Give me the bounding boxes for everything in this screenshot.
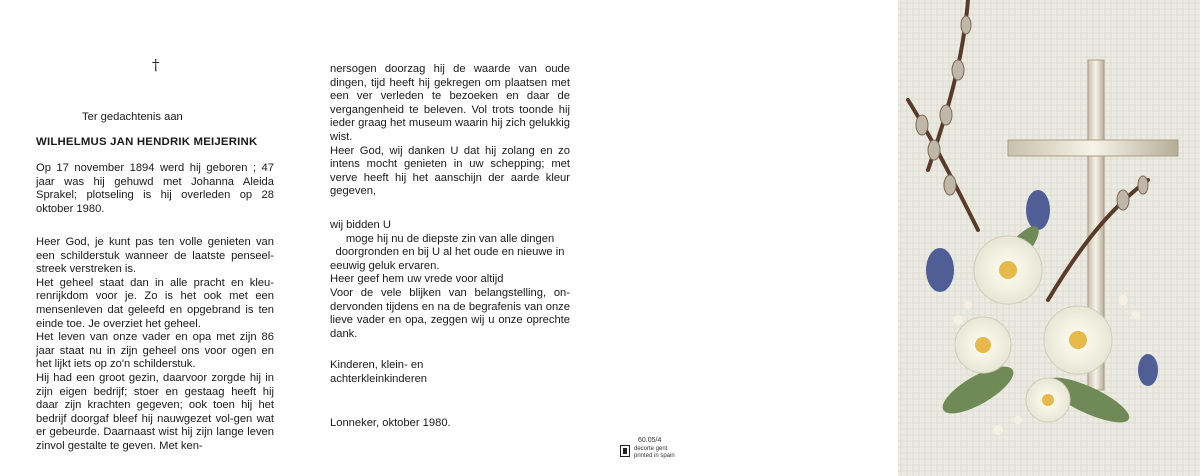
poem-paragraph: Heer God, wij danken U dat hij zolang en zo intens mocht genieten in uw schepping; met verve heeft hij het aanschijn der aarde kleur gegeven, bbox=[330, 144, 570, 198]
printer-logo-icon bbox=[620, 445, 630, 457]
poem-paragraph: nersogen doorzag hij de waarde van oude dingen, tijd heeft hij gekregen om plaatsen met een ver verleden te bezoeken en daar de vergangenheid te beleven. Vol trots toonde hij ieder graag het museum waarin hij zich gelukkig wist. bbox=[330, 63, 570, 143]
signoff bbox=[330, 359, 570, 386]
poem-paragraph: Hij had een groot gezin, daarvoor zorgde hij in zijn eigen bedrijf; stoer en gestaag heeft hij daar zijn krachten gegeven; ook toen hij het bedrijf doorgaf bleef hij nauwgezet vol-gen wat er gebeurde. Daarnaast wist hij zijn lange leven zinvol gestalte te geven. Met ken- bbox=[36, 371, 274, 452]
place-date: Lonneker, oktober 1980. bbox=[330, 417, 451, 429]
flower-cross-illustration bbox=[898, 0, 1200, 476]
printer-origin: printed in spain bbox=[634, 453, 675, 459]
printer-name: decorte gent bbox=[634, 446, 668, 452]
middle-column bbox=[330, 63, 570, 386]
in-memory-heading: Ter gedachtenis aan bbox=[82, 111, 183, 123]
prayer-line: moge hij nu de diepste zin van alle dingen doorgronden en bij U al het oude en nieuwe in eeuwig geluk ervaren. bbox=[330, 232, 565, 272]
thanks-paragraph: Voor de vele blijken van belangstelling, on-dervonden tijdens en na de begrafenis van onze lieve vader en opa, zeggen wij u onze oprechte dank. bbox=[330, 286, 570, 340]
biography-paragraph: Op 17 november 1894 werd hij geboren ; 47 jaar was hij gehuwd met Johanna Aleida Sprakel; plotseling is hij overleden op 28 oktober 1980. bbox=[36, 162, 274, 215]
poem-left-column bbox=[36, 236, 274, 454]
printer-code: 60.05/4 bbox=[638, 437, 662, 444]
cross-horizontal-beam bbox=[1008, 140, 1178, 156]
biography bbox=[36, 162, 274, 216]
flower-cross-photo bbox=[898, 0, 1200, 476]
cross-symbol: † bbox=[152, 56, 160, 74]
deceased-name: WILHELMUS JAN HENDRIK MEIJERINK bbox=[36, 136, 258, 148]
signoff-line: Kinderen, klein- en bbox=[330, 359, 424, 372]
poem-paragraph: Het geheel staat dan in alle pracht en kleu-renrijkdom voor je. Zo is het ook met een mensenleven dat geleefd en opgebrand is ten einde toe. Je overziet het geheel. bbox=[36, 276, 274, 330]
prayer-line: Heer geef hem uw vrede voor altijd bbox=[330, 273, 504, 286]
prayer-block bbox=[330, 219, 570, 287]
prayer-heading: wij bidden U bbox=[330, 218, 391, 231]
poem-paragraph: Het leven van onze vader en opa met zijn 86 jaar staat nu in zijn geheel ons voor ogen en het lijkt iets op zo'n schilderstuk. bbox=[36, 331, 274, 371]
poem-paragraph: Heer God, je kunt pas ten volle genieten van een schilderstuk wanneer de laatste penseel-streek verstreken is. bbox=[36, 236, 274, 276]
signoff-line: achterkleinkinderen bbox=[330, 372, 428, 385]
